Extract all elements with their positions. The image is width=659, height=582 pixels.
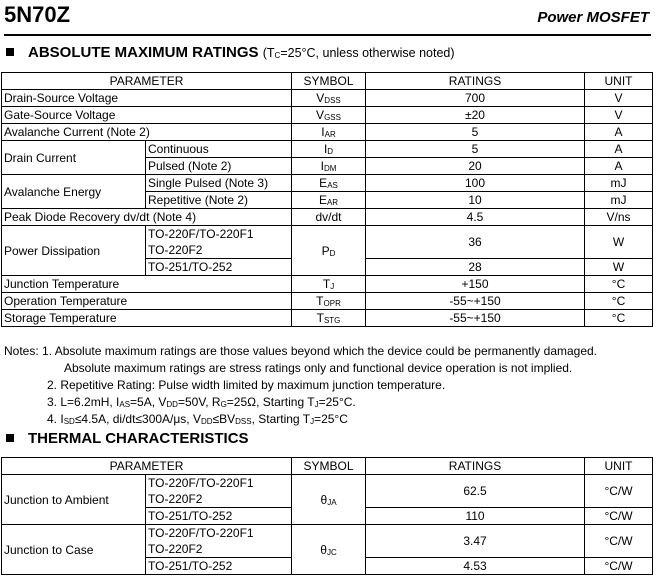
unit-cell: mJ [585,175,653,192]
param-cell: Peak Diode Recovery dv/dt (Note 4) [2,209,292,226]
table-header-row [2,73,653,90]
note-3: 3. L=6.2mH, $I_{AS}=5A$, $V_{DD}=50V$, $R_G=25\Omega$, Starting $T_J=25^\circ C$. [47,395,356,409]
thermal-table [1,457,653,575]
condition-cell: Single Pulsed (Note 3) [146,175,292,192]
param-cell: Operation Temperature [2,293,292,310]
unit-cell: V [585,107,653,124]
rating-cell: 4.5 [366,209,585,226]
rating-cell: +150 [366,276,585,293]
rating-cell: 5 [366,141,585,158]
condition-cell: Pulsed (Note 2) [146,158,292,175]
table-row [2,209,653,226]
symbol-cell: dv/dt [292,209,366,226]
unit-cell: °C/W [585,558,653,575]
notes-block [4,343,654,428]
abs-max-title: ABSOLUTE MAXIMUM RATINGS [28,44,259,61]
abs-max-conditions [263,46,455,60]
param-cell: Storage Temperature [2,310,292,327]
rating-cell: 36 [366,226,585,259]
package-cell: TO-220F/TO-220F1 TO-220F2 [146,226,292,259]
unit-cell: °C [585,310,653,327]
note-2: 2. Repetitive Rating: Pulse width limited by maximum junction temperature. [47,378,446,392]
table-row [2,124,653,141]
package-cell: TO-220F/TO-220F1 TO-220F2 [146,525,292,558]
unit-cell: A [585,158,653,175]
param-cell: Junction to Ambient [2,475,146,525]
rating-cell: 10 [366,192,585,209]
table-row [2,226,653,259]
condition-cell: Repetitive (Note 2) [146,192,292,209]
package-cell: TO-251/TO-252 [146,558,292,575]
symbol-cell: $T_{STG}$ [292,310,366,327]
part-number: 5N70Z [4,2,71,27]
unit-cell: V [585,90,653,107]
unit-cell: V/ns [585,209,653,226]
unit-cell: mJ [585,192,653,209]
param-cell: Junction to Case [2,525,146,575]
condition-cell: Continuous [146,141,292,158]
symbol-cell: $I_D$ [292,141,366,158]
symbol-cell: $I_{AR}$ [292,124,366,141]
symbol-cell: $P_D$ [292,226,366,276]
symbol-cell: $\theta_{JC}$ [292,525,366,575]
rating-cell: 5 [366,124,585,141]
cond-pre: (T [262,46,275,60]
unit-cell: A [585,141,653,158]
note-1-continued: Absolute maximum ratings are stress ratings only and functional device operation is not implied. [64,361,573,375]
unit-cell: °C [585,276,653,293]
unit-cell: W [585,226,653,259]
unit-cell: °C [585,293,653,310]
bullet-square-icon [6,48,14,56]
package-cell: TO-220F/TO-220F1 TO-220F2 [146,475,292,508]
rating-cell: 20 [366,158,585,175]
rating-cell: 62.5 [366,475,585,508]
note-1: Notes: 1. Absolute maximum ratings are those values beyond which the device could be permanently damaged. [4,344,598,358]
abs-max-table [1,72,653,327]
param-cell: Drain-Source Voltage [2,90,292,107]
unit-cell: °C/W [585,525,653,558]
col-symbol: SYMBOL [292,73,366,90]
param-cell: Power Dissipation [2,226,146,276]
table-row [2,276,653,293]
symbol-cell: $V_{GSS}$ [292,107,366,124]
col-unit: UNIT [585,73,653,90]
rating-cell: -55~+150 [366,293,585,310]
col-ratings: RATINGS [366,458,585,475]
unit-cell: A [585,124,653,141]
symbol-cell: $E_{AR}$ [292,192,366,209]
param-cell: Drain Current [2,141,146,175]
table-header-row [2,458,653,475]
rating-cell: ±20 [366,107,585,124]
col-symbol: SYMBOL [292,458,366,475]
unit-cell: °C/W [585,508,653,525]
rating-cell: 700 [366,90,585,107]
table-row [2,525,653,558]
cond-sub: C [274,51,281,60]
param-cell: Avalanche Current (Note 2) [2,124,292,141]
col-parameter: PARAMETER [2,73,292,90]
abs-max-section-title [4,44,455,61]
param-cell: Junction Temperature [2,276,292,293]
unit-cell: °C/W [585,475,653,508]
thermal-section-title [4,430,249,447]
rating-cell: 100 [366,175,585,192]
symbol-cell: $\theta_{JA}$ [292,475,366,525]
symbol-cell: $T_J$ [292,276,366,293]
symbol-cell: $I_{DM}$ [292,158,366,175]
thermal-title: THERMAL CHARACTERISTICS [28,430,249,447]
col-parameter: PARAMETER [2,458,292,475]
table-row [2,293,653,310]
unit-cell: W [585,259,653,276]
symbol-cell: $E_{AS}$ [292,175,366,192]
symbol-cell: $T_{OPR}$ [292,293,366,310]
rating-cell: 110 [366,508,585,525]
table-row [2,141,653,158]
param-cell: Avalanche Energy [2,175,146,209]
col-ratings: RATINGS [366,73,585,90]
cond-post: =25°C, unless otherwise noted) [280,46,455,60]
symbol-cell: $V_{DSS}$ [292,90,366,107]
rating-cell: 28 [366,259,585,276]
package-cell: TO-251/TO-252 [146,508,292,525]
note-4: 4. $I_{SD}\le 4.5A$, di/dt≤300A/μs, $V_{DD}\le BV_{DSS}$, Starting $T_J=25^\circ C$ [47,412,348,426]
rating-cell: -55~+150 [366,310,585,327]
bullet-square-icon [6,434,14,442]
product-type: Power MOSFET [537,9,649,26]
table-row [2,310,653,327]
table-row [2,90,653,107]
table-row [2,107,653,124]
param-cell: Gate-Source Voltage [2,107,292,124]
table-row [2,475,653,508]
page-header [4,0,651,36]
package-cell: TO-251/TO-252 [146,259,292,276]
rating-cell: 3.47 [366,525,585,558]
table-row [2,175,653,192]
col-unit: UNIT [585,458,653,475]
rating-cell: 4.53 [366,558,585,575]
